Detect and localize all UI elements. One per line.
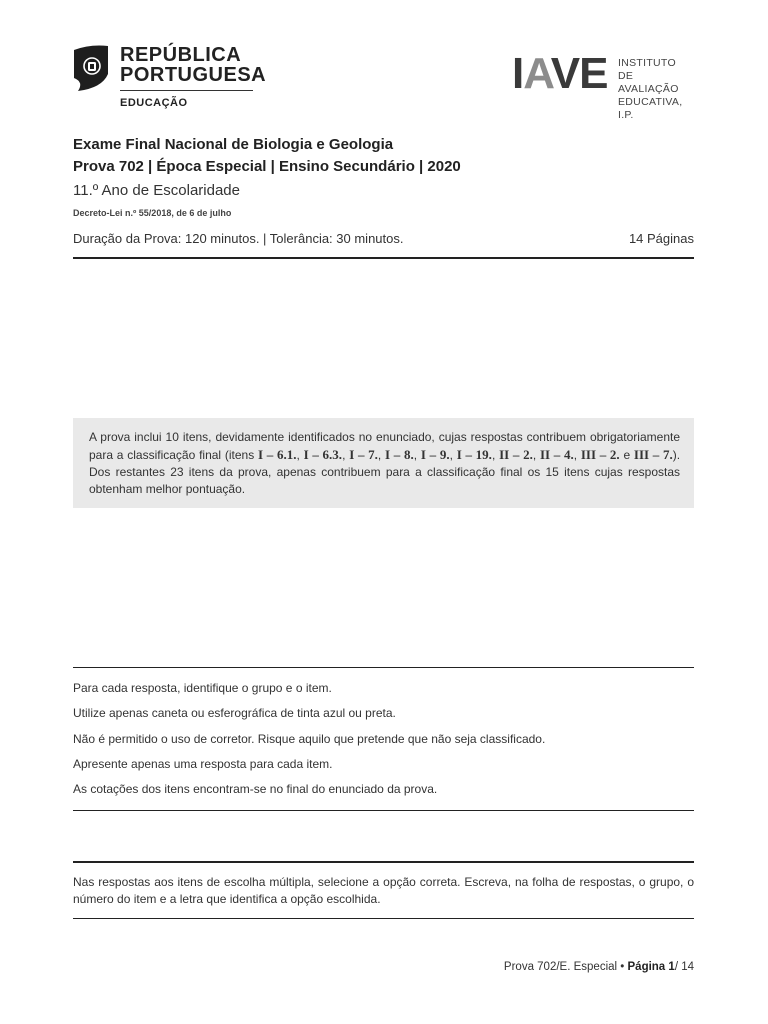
mandatory-item-ref: III – 2. xyxy=(580,447,620,462)
republica-line2: PORTUGUESA xyxy=(120,64,267,86)
mandatory-item-ref: I – 7. xyxy=(349,447,378,462)
iave-logo xyxy=(512,49,694,121)
multiple-choice-note: Nas respostas aos itens de escolha múltipla, selecione a opção correta. Escreva, na folha de respostas, o grupo, o número do item e a letra que identifica a opção escolhida. xyxy=(73,875,694,906)
footer-page-number: Página 1 xyxy=(627,961,675,973)
mandatory-item-ref: I – 9. xyxy=(420,447,450,462)
instruction-item: Apresente apenas uma resposta para cada item. xyxy=(73,757,333,771)
mandatory-items-notice xyxy=(73,418,694,508)
instructions-top-rule xyxy=(73,667,694,668)
page-count: 14 Páginas xyxy=(628,231,694,246)
mandatory-item-ref: II – 4. xyxy=(539,447,574,462)
republica-emblem-icon xyxy=(72,44,110,92)
exam-duration: Duração da Prova: 120 minutos. | Tolerância: 30 minutos. xyxy=(73,231,404,246)
mandatory-item-ref: I – 8. xyxy=(385,447,414,462)
mc-note-bottom-rule xyxy=(73,918,694,919)
mandatory-item-ref: I – 6.1. xyxy=(258,447,297,462)
notice-text: A prova inclui 10 itens, devidamente identificados no enunciado, cujas respostas contribuem obrigatoriamente para a classificação final (itens I – 6.1., I – 6.3., I – 7., I – 8., I – 9., I – 19., II – 2., II – 4., III – 2. e III – 7.). Dos restantes 23 itens da prova, apenas contribuem para a classificação final os 15 itens cujas respostas obtenham melhor pontuação. xyxy=(89,430,681,496)
instruction-item: Não é permitido o uso de corretor. Risque aquilo que pretende que não seja classificado. xyxy=(73,732,546,746)
mandatory-item-ref: II – 2. xyxy=(499,447,533,462)
school-year: 11.º Ano de Escolaridade xyxy=(73,182,240,199)
exam-title: Exame Final Nacional de Biologia e Geologia xyxy=(73,136,394,153)
iave-institute-name: INSTITUTO DE AVALIAÇÃO EDUCATIVA, I.P. xyxy=(618,57,683,121)
republica-portuguesa-logo xyxy=(72,42,267,112)
header-divider xyxy=(73,257,694,259)
instruction-item: Para cada resposta, identifique o grupo e o item. xyxy=(73,681,332,695)
footer-exam-code: Prova 702/E. Especial xyxy=(503,961,618,973)
instructions-bottom-rule xyxy=(73,810,694,811)
footer-page-total: / 14 xyxy=(674,961,694,973)
republica-subtitle: EDUCAÇÃO xyxy=(120,97,188,109)
republica-line1: REPÚBLICA xyxy=(120,44,242,66)
mandatory-item-ref: I – 6.3. xyxy=(303,447,343,462)
mandatory-item-ref: I – 19. xyxy=(456,447,492,462)
exam-subtitle: Prova 702 | Época Especial | Ensino Secundário | 2020 xyxy=(73,158,461,175)
mandatory-item-ref: III – 7. xyxy=(633,447,673,462)
iave-wordmark: IAVE xyxy=(512,49,608,98)
mc-note-top-rule xyxy=(73,861,694,863)
instruction-item: As cotações dos itens encontram-se no final do enunciado da prova. xyxy=(73,782,438,796)
instruction-item: Utilize apenas caneta ou esferográfica de tinta azul ou preta. xyxy=(73,706,396,720)
page-footer: Prova 702/E. Especial • Página 1/ 14 xyxy=(503,961,694,973)
decree-reference: Decreto-Lei n.º 55/2018, de 6 de julho xyxy=(73,208,232,218)
logo-divider xyxy=(120,90,253,91)
